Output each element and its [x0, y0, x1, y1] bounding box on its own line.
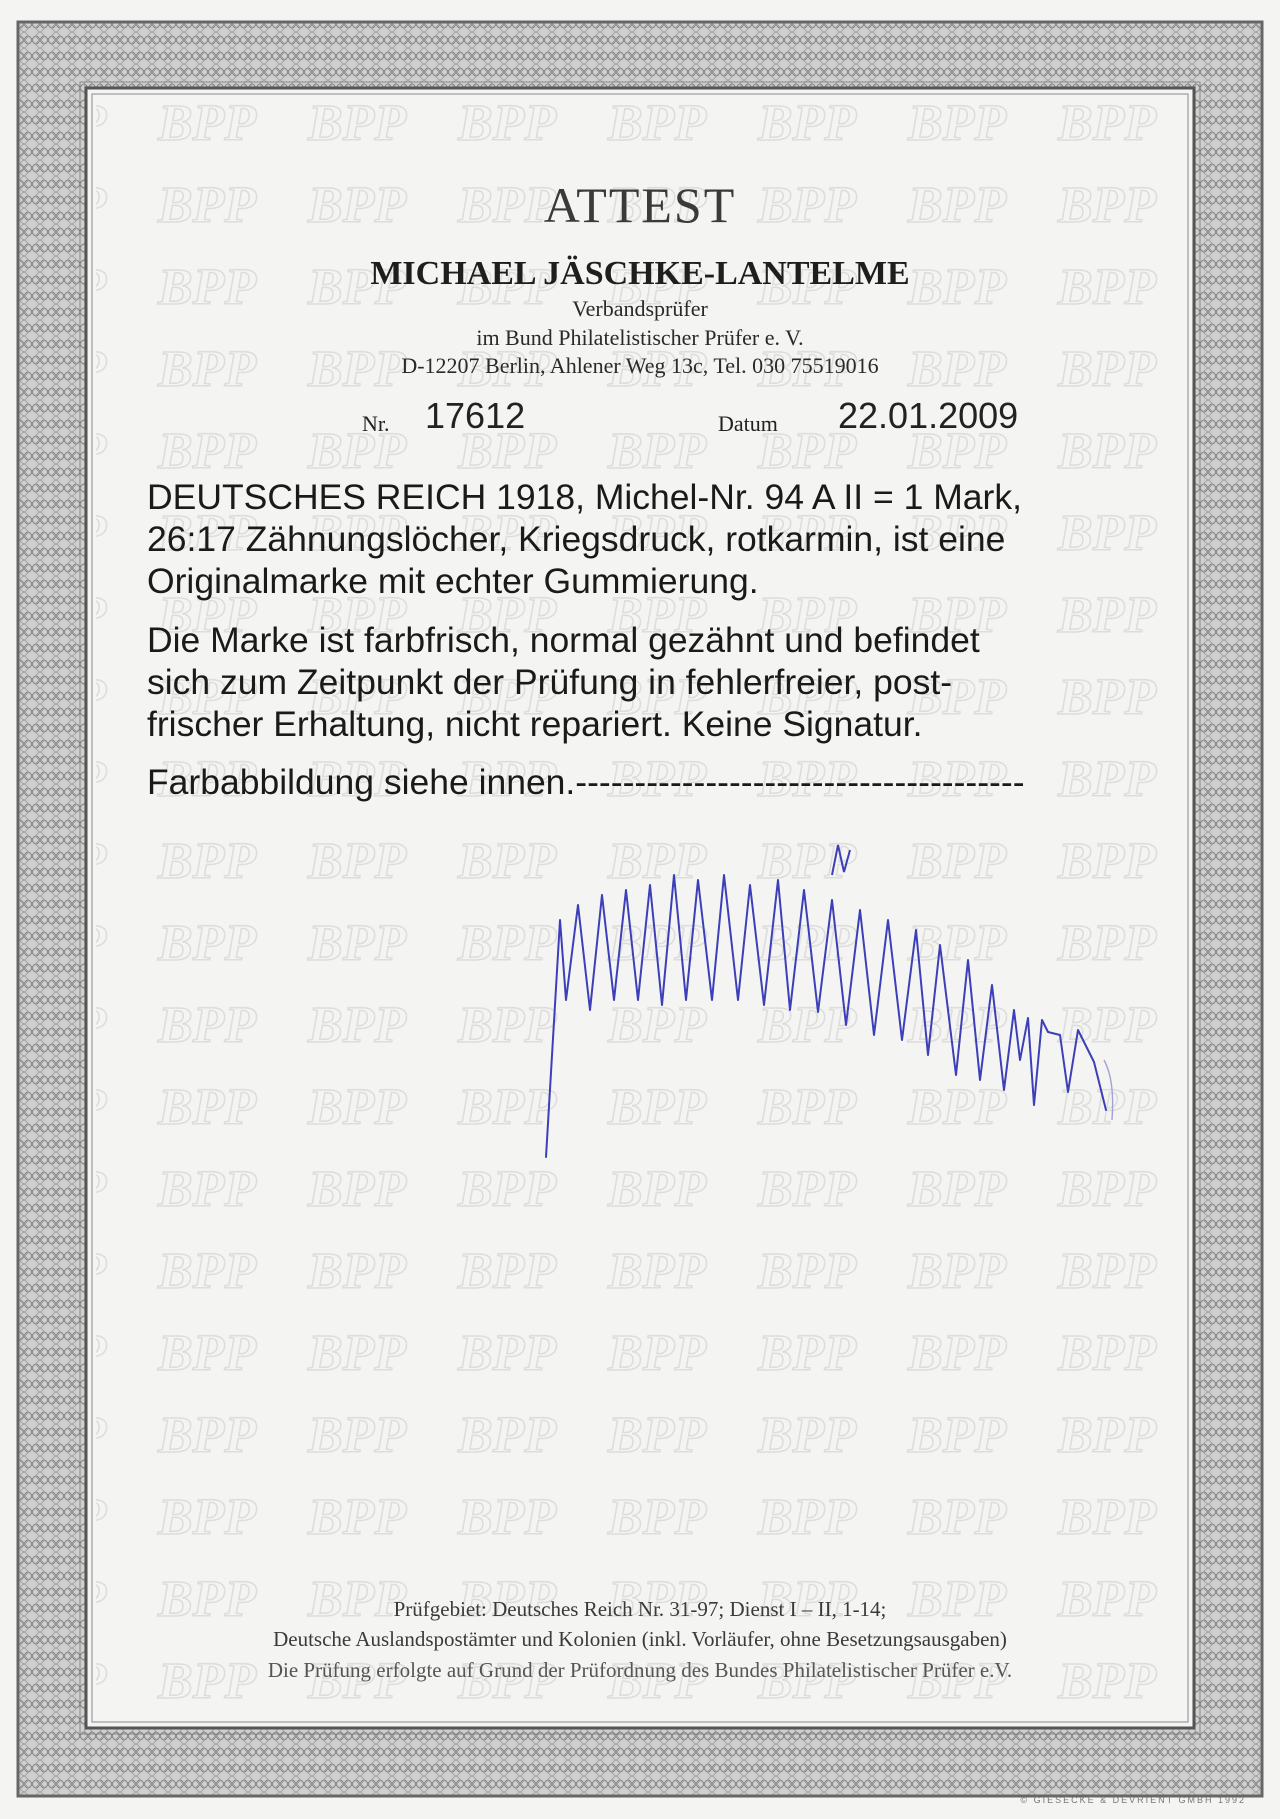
body-line-1: DEUTSCHES REICH 1918, Michel-Nr. 94 A II = 1 Mark, — [147, 477, 1022, 517]
examiner-address: D-12207 Berlin, Ahlener Weg 13c, Tel. 030 75519016 — [401, 353, 879, 378]
body-line-6: frischer Erhaltung, nicht repariert. Keine Signatur. — [147, 704, 923, 744]
certificate-date-label: Datum — [718, 411, 778, 436]
certificate-date: 22.01.2009 — [838, 395, 1019, 436]
printer-imprint: © GIESECKE & DEVRIENT GMBH 1992 — [1020, 1795, 1246, 1805]
footer-regulation-note: Die Prüfung erfolgte auf Grund der Prüfordnung des Bundes Philatelistischer Prüfer e.V. — [267, 1658, 1013, 1682]
footer-scope-line-1: Prüfgebiet: Deutsches Reich Nr. 31-97; Dienst I – II, 1-14; — [393, 1597, 887, 1621]
examiner-association: im Bund Philatelistischer Prüfer e. V. — [476, 325, 804, 350]
body-line-5: sich zum Zeitpunkt der Prüfung in fehlerfreier, post- — [147, 662, 953, 702]
body-line-2: 26:17 Zähnungslöcher, Kriegsdruck, rotkarmin, ist eine — [147, 519, 1006, 559]
body-line-3: Originalmarke mit echter Gummierung. — [147, 561, 759, 601]
examiner-role: Verbandsprüfer — [572, 296, 708, 321]
examiner-name: MICHAEL JÄSCHKE-LANTELME — [370, 255, 910, 292]
certificate-title: ATTEST — [543, 177, 737, 233]
certificate-number: 17612 — [425, 395, 526, 436]
body-line-7: Farbabbildung siehe innen.-------------------------------------- — [147, 762, 1025, 802]
certificate-number-label: Nr. — [362, 411, 390, 436]
footer-scope-line-2: Deutsche Auslandspostämter und Kolonien (inkl. Vorläufer, ohne Besetzungsausgaben) — [273, 1627, 1007, 1651]
body-line-4: Die Marke ist farbfrisch, normal gezähnt und befindet — [147, 620, 980, 660]
